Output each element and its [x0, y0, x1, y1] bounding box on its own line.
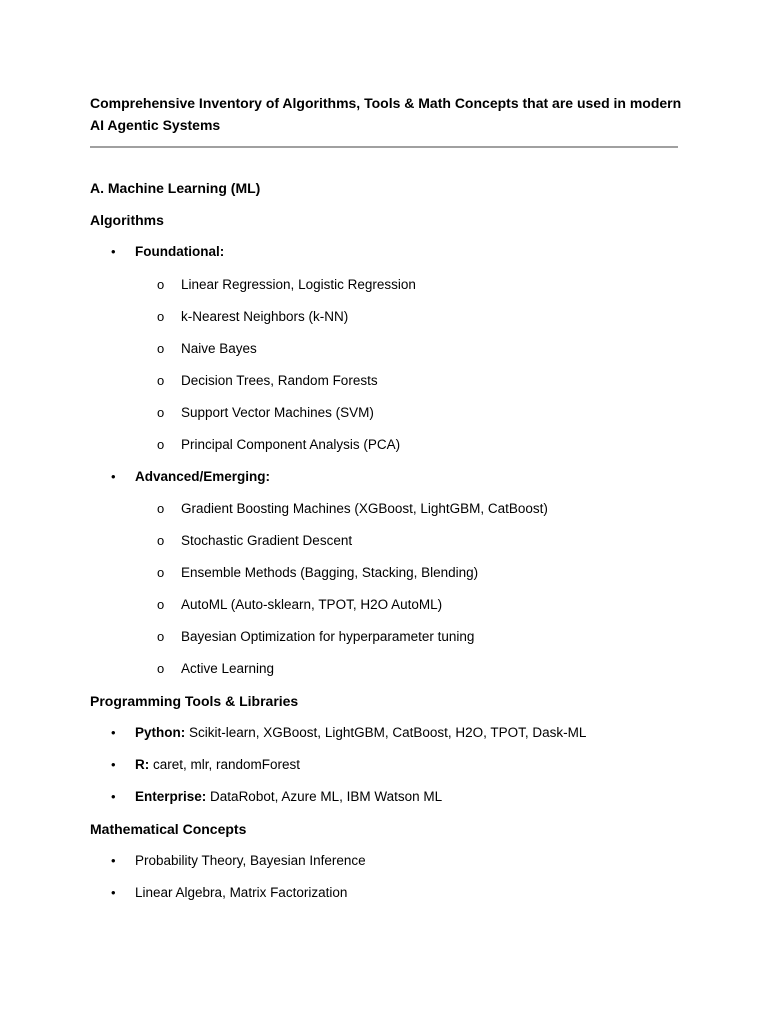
list-item	[135, 724, 586, 742]
sub-bullet-icon: o	[157, 405, 165, 420]
bullet-icon: •	[111, 885, 116, 900]
sub-bullet-icon: o	[157, 309, 165, 324]
list-item: Naive Bayes	[181, 341, 257, 356]
subsection-heading-math: Mathematical Concepts	[90, 821, 247, 837]
bullet-icon: •	[111, 853, 116, 868]
sub-bullet-icon: o	[157, 629, 165, 644]
list-item: Probability Theory, Bayesian Inference	[135, 853, 366, 868]
bullet-icon: •	[111, 789, 116, 804]
list-item: Decision Trees, Random Forests	[181, 373, 378, 388]
list-item: k-Nearest Neighbors (k-NN)	[181, 309, 349, 324]
sub-bullet-icon: o	[157, 341, 165, 356]
document-title: Comprehensive Inventory of Algorithms, Tools & Math Concepts that are used in modern AI Agentic Systems	[90, 95, 682, 133]
group-label-advanced: Advanced/Emerging:	[135, 469, 271, 484]
section-heading: A. Machine Learning (ML)	[90, 180, 261, 196]
bullet-icon: •	[111, 757, 116, 772]
bullet-icon: •	[111, 469, 116, 484]
list-item: Support Vector Machines (SVM)	[181, 405, 374, 420]
list-item: Linear Regression, Logistic Regression	[181, 277, 416, 292]
list-item: Principal Component Analysis (PCA)	[181, 437, 401, 452]
sub-bullet-icon: o	[157, 661, 165, 676]
subsection-heading-tools: Programming Tools & Libraries	[90, 693, 299, 709]
horizontal-rule	[90, 146, 678, 148]
list-item: Active Learning	[181, 661, 275, 676]
bullet-icon: •	[111, 244, 116, 259]
item-text: DataRobot, Azure ML, IBM Watson ML	[210, 789, 443, 804]
list-item	[135, 788, 442, 806]
sub-bullet-icon: o	[157, 597, 165, 612]
sub-bullet-icon: o	[157, 501, 165, 516]
subsection-heading-algorithms: Algorithms	[90, 212, 164, 228]
group-label-foundational: Foundational:	[135, 244, 225, 259]
list-item: Linear Algebra, Matrix Factorization	[135, 885, 348, 900]
list-item: Gradient Boosting Machines (XGBoost, LightGBM, CatBoost)	[181, 501, 548, 516]
item-label: Enterprise:	[135, 789, 207, 804]
list-item: Bayesian Optimization for hyperparameter tuning	[181, 629, 475, 644]
list-item: Stochastic Gradient Descent	[181, 533, 353, 548]
item-text: Scikit-learn, XGBoost, LightGBM, CatBoost, H2O, TPOT, Dask-ML	[189, 725, 587, 740]
item-text: caret, mlr, randomForest	[153, 757, 301, 772]
item-label: Python:	[135, 725, 186, 740]
list-item: Ensemble Methods (Bagging, Stacking, Blending)	[181, 565, 479, 580]
sub-bullet-icon: o	[157, 437, 165, 452]
sub-bullet-icon: o	[157, 277, 165, 292]
sub-bullet-icon: o	[157, 373, 165, 388]
item-label: R:	[135, 757, 150, 772]
bullet-icon: •	[111, 725, 116, 740]
list-item: AutoML (Auto-sklearn, TPOT, H2O AutoML)	[181, 597, 443, 612]
sub-bullet-icon: o	[157, 533, 165, 548]
sub-bullet-icon: o	[157, 565, 165, 580]
list-item	[135, 756, 300, 774]
